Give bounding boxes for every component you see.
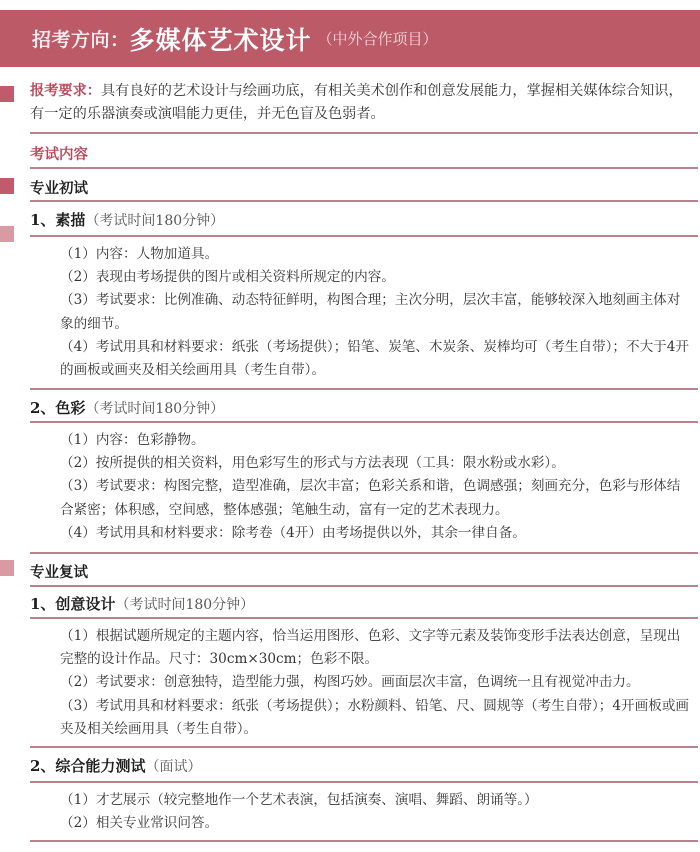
content-line: （4）考试用具和材料要求：除考卷（4开）由考场提供以外，其余一律自备。 [60,524,526,541]
item-name: 1、创意设计 [30,595,116,613]
item-time: （考试时间180分钟） [85,401,225,417]
content-line: （1）内容：人物加道具。 [60,246,219,262]
item-sketch-title [30,209,692,230]
divider [30,167,698,169]
content-line: （1）才艺展示（较完整地作一个艺术表演，包括演奏、演唱、舞蹈、朗诵等。） [60,792,538,808]
divider [30,200,698,202]
content-line: （2）考试要求：创意独特，造型能力强，构图巧妙。画面层次丰富，色调统一且有视觉冲击力。 [60,674,640,691]
header-subtitle: （中外合作项目） [317,30,438,48]
divider [30,235,698,237]
divider [30,781,698,783]
requirements-paragraph [30,80,692,126]
divider [30,132,698,134]
divider [30,388,698,390]
item-name: 2、综合能力测试 [30,757,146,775]
requirements-label: 报考要求： [30,83,101,99]
content-line: （2）相关专业常识问答。 [60,815,219,832]
requirements-text: 具有良好的艺术设计与绘画功底，有相关美术创作和创意发展能力，掌握相关媒体综合知识，有一定的乐器演奏或演唱能力更佳，并无色盲及色弱者。 [30,83,683,122]
content-line: （1）内容：色彩静物。 [60,432,205,448]
item-interview-content [60,789,692,835]
divider [30,552,698,554]
divider [30,421,698,423]
header-label: 招考方向： [32,29,130,51]
content-line: （2）按所提供的相关资料，用色彩写生的形式与方法表现（工具：限水粉或水彩）。 [60,455,565,472]
item-color-content [60,429,692,545]
item-name: 2、色彩 [30,399,86,417]
preliminary-title: 专业初试 [30,180,88,197]
item-time: （考试时间180分钟） [85,213,225,229]
item-time: （面试） [145,759,202,775]
page-title: 多媒体艺术设计 [129,25,312,55]
subsection-marker [0,226,14,242]
content-line: （4）考试用具和材料要求：纸张（考场提供）；铅笔、炭笔、木炭条、炭棒均可（考生自带）；不大于4开的画板或画夹及相关绘画用具（考生自带）。 [60,338,690,379]
content-line: （3）考试要求：构图完整，造型准确，层次丰富；色彩关系和谐，色调感强；刻画充分，色彩与形体结合紧密；体积感，空间感，整体感强；笔触生动，富有一定的艺术表现力。 [60,478,681,518]
item-color-title [30,397,692,418]
section-marker [0,86,14,102]
retest-title: 专业复试 [30,564,88,581]
item-interview-title [30,755,692,776]
content-line: （3）考试要求：比例准确、动态特征鲜明，构图合理；主次分明，层次丰富，能够较深入地刻画主体对象的细节。 [60,292,681,332]
section-marker [0,178,14,194]
divider [30,585,698,587]
item-name: 1、素描 [30,211,86,229]
content-line: （1）根据试题所规定的主题内容，恰当运用图形、色彩、文字等元素及装饰变形手法表达创意，呈现出完整的设计作品。尺寸：30cm×30cm；色彩不限。 [60,628,681,668]
divider [30,840,698,842]
item-sketch-content [60,243,692,382]
exam-content-title: 考试内容 [30,146,88,163]
content-line: （3）考试用具和材料要求：纸张（考场提供）；水粉颜料、铅笔、尺、圆规等（考生自带）；4开画板或画夹及相关绘画用具（考生自带）。 [60,697,690,737]
item-creative-title [30,593,692,614]
content-line: （2）表现由考场提供的图片或相关资料所规定的内容。 [60,269,395,286]
divider [30,617,698,619]
item-time: （考试时间180分钟） [115,597,255,613]
divider [30,746,698,748]
section-marker [0,560,14,576]
header-banner [0,10,700,67]
item-creative-content [60,625,692,741]
